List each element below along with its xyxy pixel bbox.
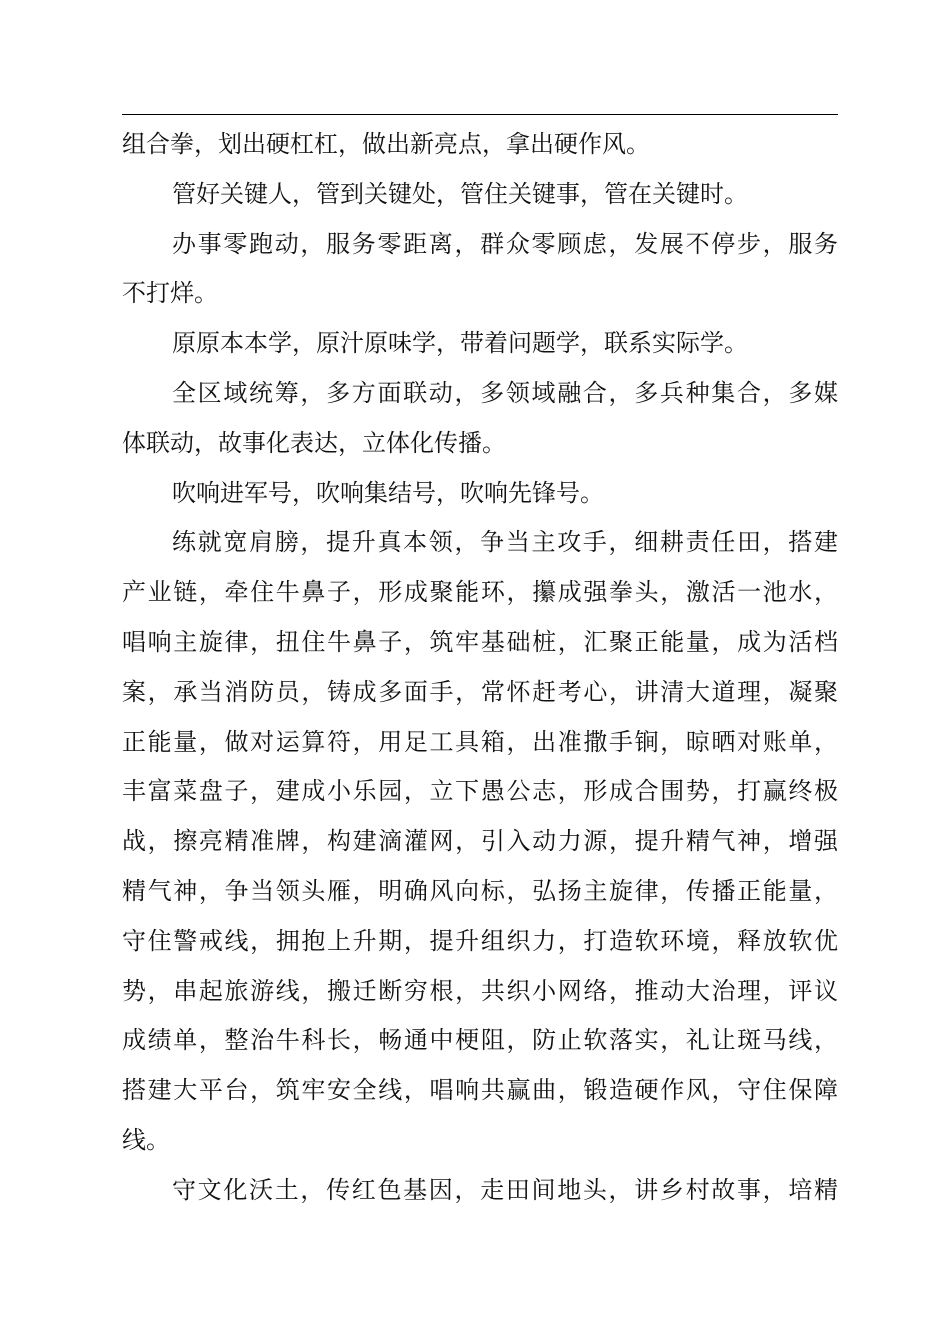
text-line: 精气神，争当领头雁，明确风向标，弘扬主旋律，传播正能量， bbox=[122, 876, 838, 905]
text-line: 唱响主旋律，扭住牛鼻子，筑牢基础桩，汇聚正能量，成为活档 bbox=[122, 627, 838, 656]
text-line: 守住警戒线，拥抱上升期，提升组织力，打造软环境，释放软优 bbox=[122, 926, 838, 955]
document-body bbox=[122, 120, 838, 1216]
header-divider bbox=[122, 114, 838, 115]
text-line: 不打烊。 bbox=[122, 279, 218, 308]
text-line: 线。 bbox=[122, 1125, 170, 1154]
text-line: 办事零跑动，服务零距离，群众零顾虑，发展不停步，服务 bbox=[172, 229, 838, 258]
text-line: 原原本本学，原汁原味学，带着问题学，联系实际学。 bbox=[172, 329, 748, 358]
text-line: 案，承当消防员，铸成多面手，常怀赶考心，讲清大道理，凝聚 bbox=[122, 677, 838, 706]
text-line: 正能量，做对运算符，用足工具箱，出准撒手锏，晾晒对账单， bbox=[122, 727, 838, 756]
text-line: 成绩单，整治牛科长，畅通中梗阻，防止软落实，礼让斑马线， bbox=[122, 1026, 838, 1055]
text-line: 产业链，牵住牛鼻子，形成聚能环，攥成强拳头，激活一池水， bbox=[122, 578, 838, 607]
text-line: 丰富菜盘子，建成小乐园，立下愚公志，形成合围势，打赢终极 bbox=[122, 777, 838, 806]
text-line: 势，串起旅游线，搬迁断穷根，共织小网络，推动大治理，评议 bbox=[122, 976, 838, 1005]
text-line: 战，擦亮精准牌，构建滴灌网，引入动力源，提升精气神，增强 bbox=[122, 827, 838, 856]
text-line: 练就宽肩膀，提升真本领，争当主攻手，细耕责任田，搭建 bbox=[172, 528, 838, 557]
text-line: 吹响进军号，吹响集结号，吹响先锋号。 bbox=[172, 478, 604, 507]
text-line: 管好关键人，管到关键处，管住关键事，管在关键时。 bbox=[172, 179, 748, 208]
text-line: 搭建大平台，筑牢安全线，唱响共赢曲，锻造硬作风，守住保障 bbox=[122, 1076, 838, 1105]
text-line: 守文化沃土，传红色基因，走田间地头，讲乡村故事，培精 bbox=[172, 1175, 838, 1204]
text-line: 组合拳，划出硬杠杠，做出新亮点，拿出硬作风。 bbox=[122, 130, 650, 158]
text-line: 全区域统筹，多方面联动，多领域融合，多兵种集合，多媒 bbox=[172, 378, 838, 407]
text-line: 体联动，故事化表达，立体化传播。 bbox=[122, 428, 506, 457]
